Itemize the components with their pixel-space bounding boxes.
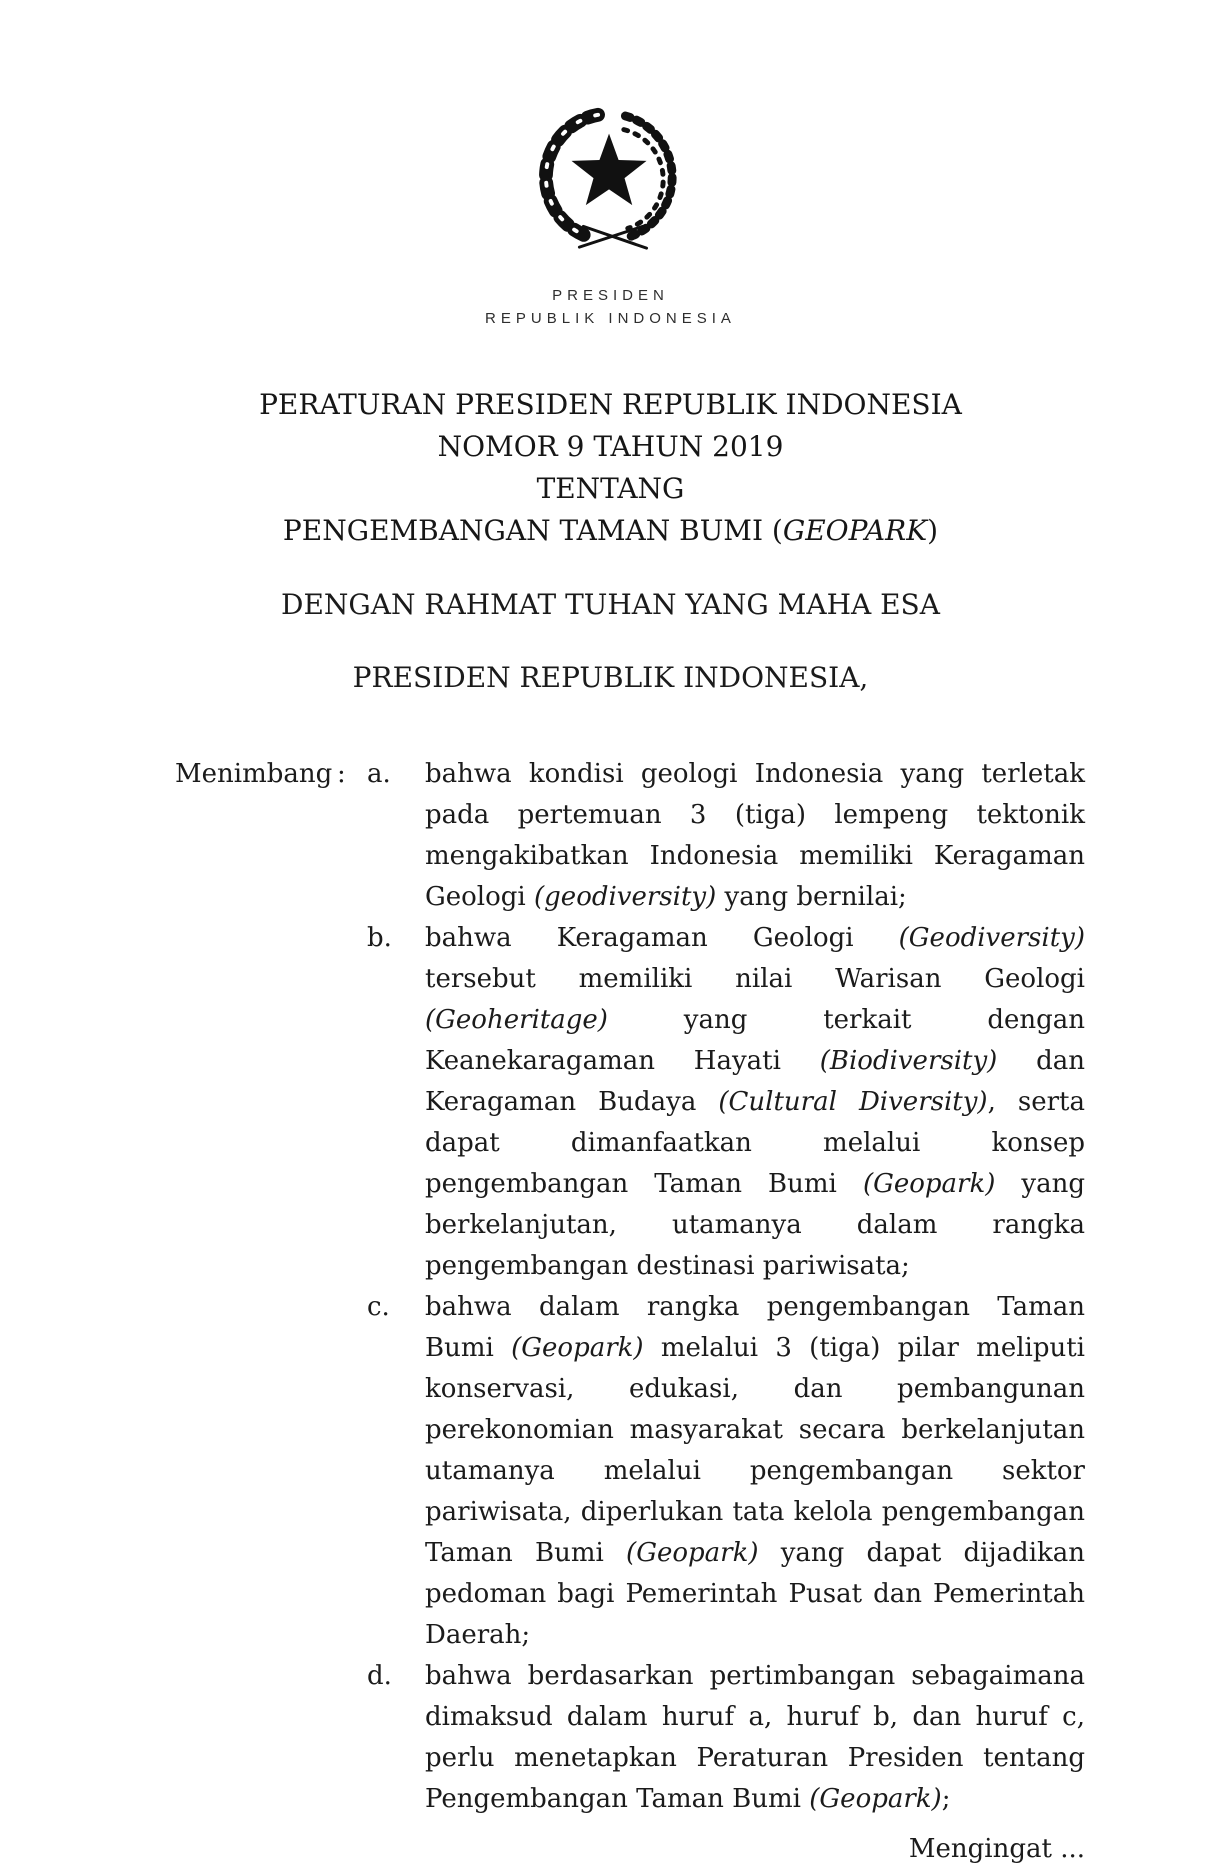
- item-text: bahwa Keragaman Geologi (Geodiversity) tersebut memiliki nilai Warisan Geologi (Geoheritage) yang terkait dengan Keanekaragaman Hayati (Biodiversity) dan Keragaman Budaya (Cultural Diversity), serta dapat dimanfaatkan melalui konsep pengembangan Taman Bumi (Geopark) yang berkelanjutan, utamanya dalam rangka pengembangan destinasi pariwisata;: [425, 923, 1085, 1281]
- considering-separator: :: [337, 759, 346, 789]
- letterhead-line1: PRESIDEN: [552, 287, 669, 304]
- considering-item: [367, 1287, 1085, 1656]
- item-text: bahwa berdasarkan pertimbangan sebagaimana dimaksud dalam huruf a, huruf b, dan huruf c, perlu menetapkan Peraturan Presiden tentang Pengembangan Taman Bumi (Geopark);: [425, 1661, 1085, 1814]
- presidential-emblem-icon: [520, 100, 702, 258]
- item-letter: b.: [367, 923, 392, 953]
- regulation-about-label: TENTANG: [536, 472, 685, 505]
- considering-label: Menimbang: [175, 759, 333, 789]
- item-letter: a.: [367, 759, 391, 789]
- invocation-line: DENGAN RAHMAT TUHAN YANG MAHA ESA: [281, 588, 940, 621]
- presidential-emblem: [0, 0, 1221, 258]
- regulation-subject: PENGEMBANGAN TAMAN BUMI (GEOPARK): [282, 514, 939, 547]
- considering-item: [367, 918, 1085, 1287]
- regulation-number: NOMOR 9 TAHUN 2019: [437, 430, 784, 463]
- star-icon: [571, 134, 646, 205]
- item-letter: c.: [367, 1292, 390, 1322]
- item-letter: d.: [367, 1661, 392, 1691]
- continuation-line: Mengingat ...: [908, 1834, 1085, 1864]
- letterhead-line2: REPUBLIK INDONESIA: [485, 310, 736, 327]
- considering-section: [0, 754, 1221, 1820]
- authority-line: PRESIDEN REPUBLIK INDONESIA,: [352, 661, 869, 694]
- regulation-title: PERATURAN PRESIDEN REPUBLIK INDONESIA: [259, 388, 962, 421]
- wreath-left: [545, 115, 597, 237]
- item-text: bahwa dalam rangka pengembangan Taman Bumi (Geopark) melalui 3 (tiga) pilar meliputi konservasi, edukasi, dan pembangunan perekonomian masyarakat secara berkelanjutan utamanya melalui pengembangan sektor pariwisata, diperlukan tata kelola pengembangan Taman Bumi (Geopark) yang dapat dijadikan pedoman bagi Pemerintah Pusat dan Pemerintah Daerah;: [425, 1292, 1086, 1650]
- considering-item: [367, 754, 1085, 918]
- item-text: bahwa kondisi geologi Indonesia yang terletak pada pertemuan 3 (tiga) lempeng tektonik mengakibatkan Indonesia memiliki Keragaman Geologi (geodiversity) yang bernilai;: [425, 759, 1085, 912]
- considering-items: [367, 754, 1085, 1820]
- considering-item: [367, 1656, 1085, 1820]
